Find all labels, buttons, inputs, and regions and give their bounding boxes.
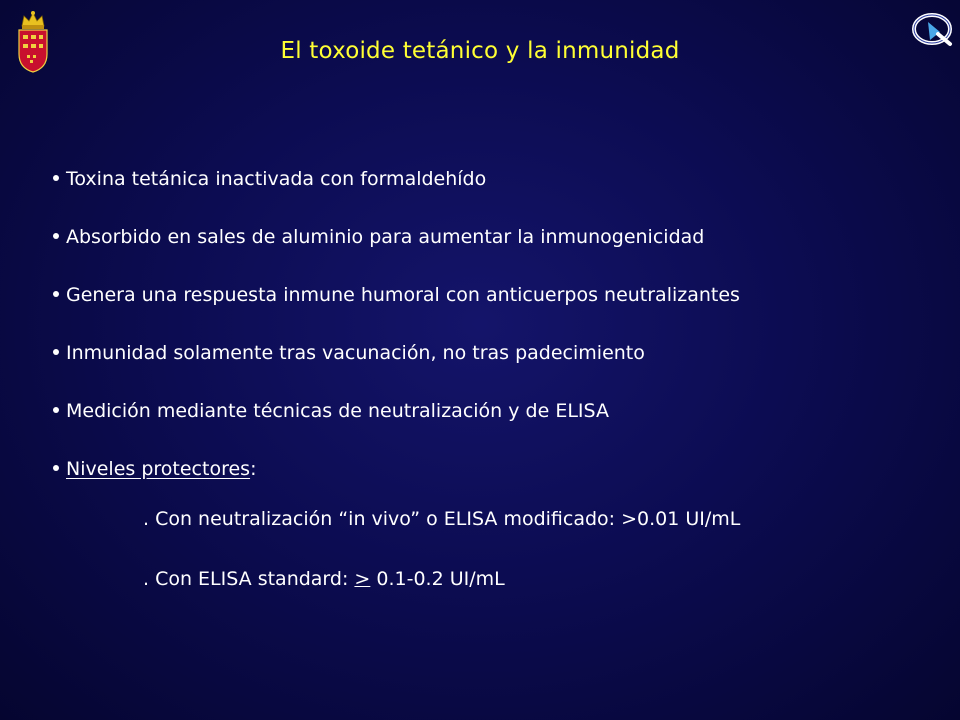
bullet-icon [53,407,59,413]
bullet-icon [53,349,59,355]
bullet-list [50,164,940,512]
list-item [50,396,940,454]
bullet-text: Medición mediante técnicas de neutralización y de ELISA [66,400,609,422]
elisa-value: 0.1-0.2 UI/mL [370,568,505,590]
bullet-text: Absorbido en sales de aluminio para aumentar la inmunogenicidad [66,226,705,248]
list-item [50,338,940,396]
list-item-protective-levels [50,454,940,512]
bullet-text: Genera una respuesta inmune humoral con anticuerpos neutralizantes [66,284,740,306]
list-item [50,164,940,222]
sub-item-neutralization: . Con neutralización “in vivo” o ELISA modificado: >0.01 UI/mL [143,508,741,530]
page-title: El toxoide tetánico y la inmunidad [280,38,680,64]
bullet-text: Toxina tetánica inactivada con formaldehído [66,168,487,190]
protective-levels-heading: Niveles protectores [66,458,251,480]
list-item [50,222,940,280]
elisa-prefix: . Con ELISA standard: [143,568,355,590]
bullet-icon [53,291,59,297]
bullet-text: Inmunidad solamente tras vacunación, no tras padecimiento [66,342,645,364]
greater-equal-symbol: > [354,568,371,590]
bullet-icon [53,175,59,181]
bullet-icon [53,233,59,239]
heading-colon: : [250,458,257,480]
bullet-icon [53,465,59,471]
sub-item-elisa [143,568,505,590]
list-item [50,280,940,338]
